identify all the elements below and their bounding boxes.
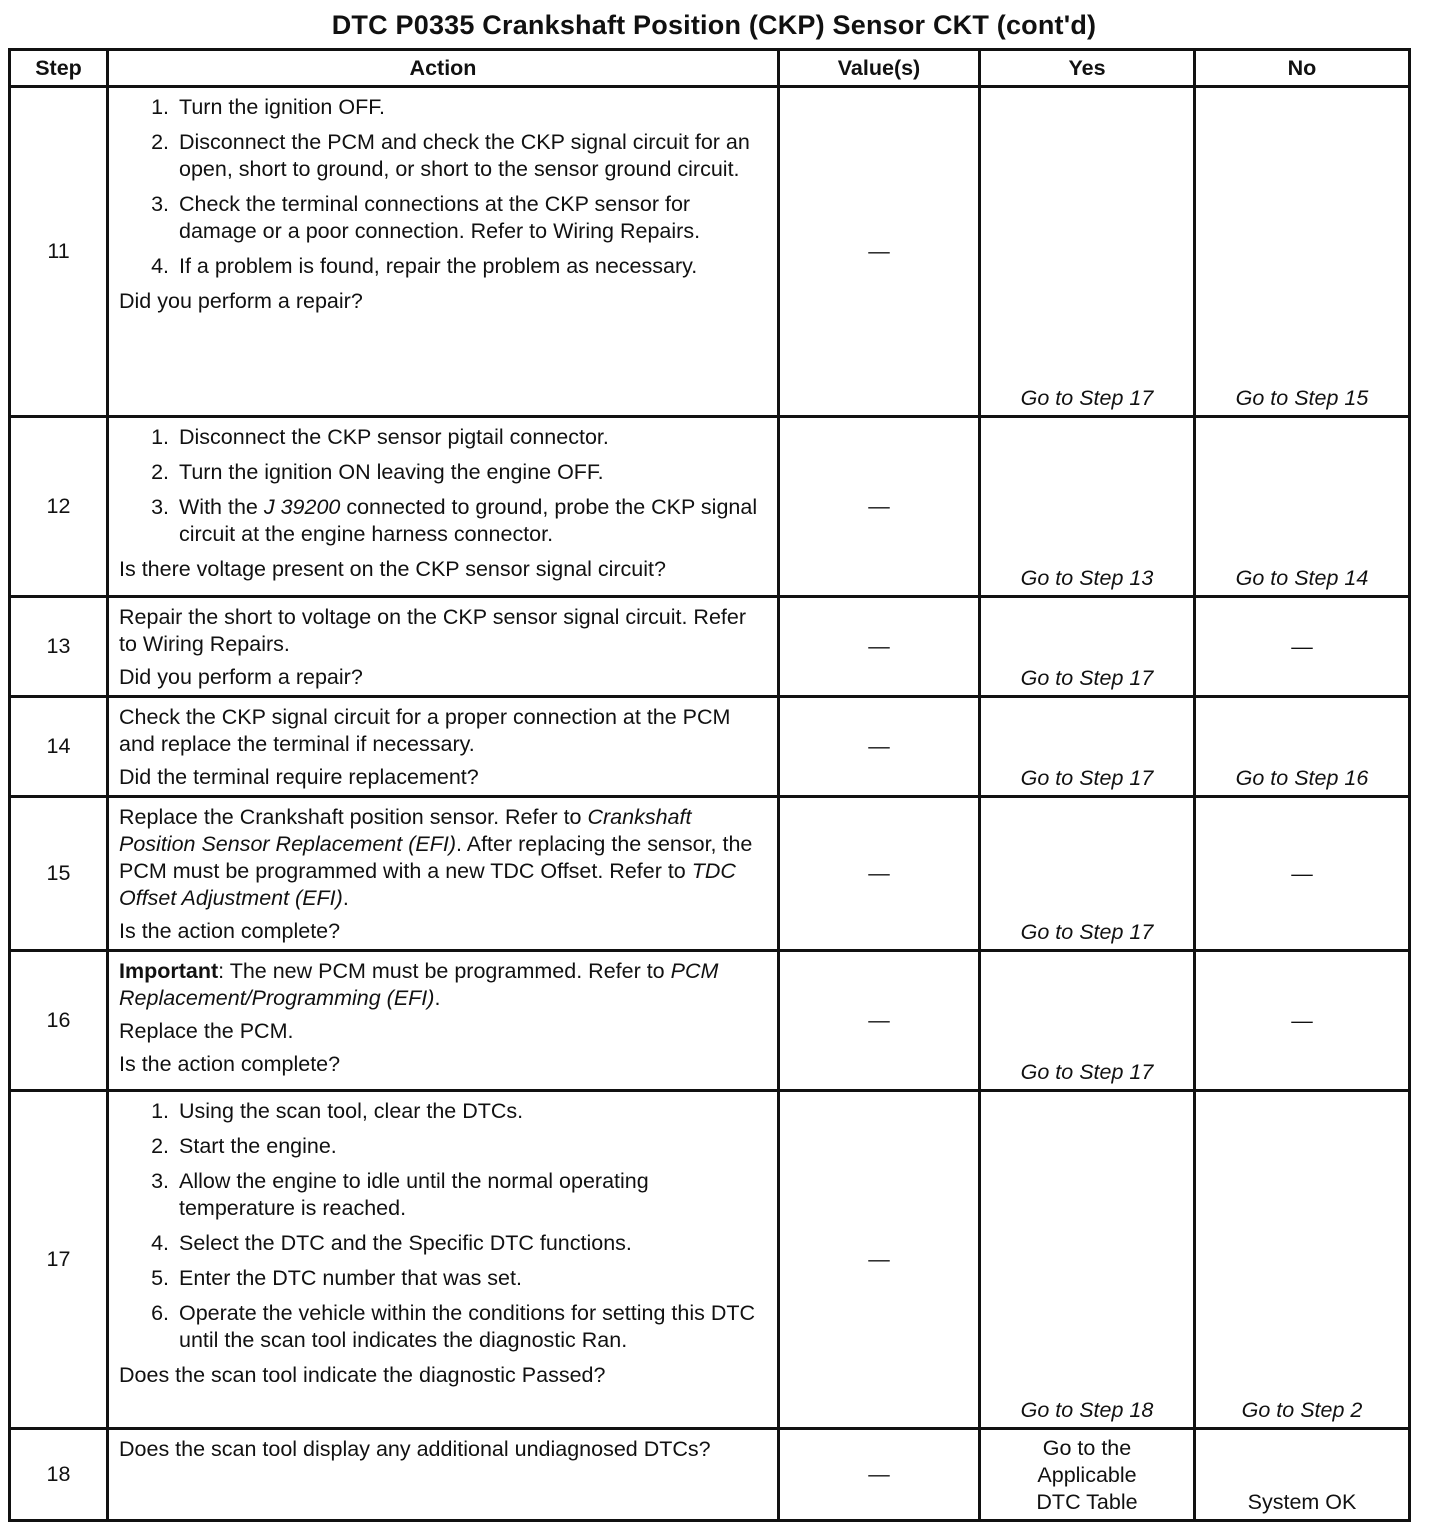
action-cell bbox=[108, 797, 779, 951]
action-steps-list bbox=[119, 424, 769, 548]
doc-reference: PCM Replacement/Programming (EFI) bbox=[119, 959, 719, 1010]
yes-goto-line: DTC Table bbox=[1036, 1490, 1138, 1514]
yes-goto: Go to Step 17 bbox=[1020, 920, 1154, 944]
action-text bbox=[119, 804, 769, 912]
header-values: Value(s) bbox=[779, 50, 980, 87]
question: Does the scan tool indicate the diagnostic Passed? bbox=[119, 1363, 606, 1387]
no-dash: — bbox=[1291, 861, 1313, 885]
value-cell: — bbox=[779, 597, 980, 697]
action-cell bbox=[108, 1429, 779, 1521]
doc-reference: Crankshaft Position Sensor Replacement (EFI) bbox=[119, 805, 692, 856]
list-item-text: With the bbox=[179, 495, 264, 519]
value-cell: — bbox=[779, 797, 980, 951]
list-item: 1. Turn the ignition OFF. bbox=[175, 94, 769, 121]
action-cell bbox=[108, 697, 779, 797]
important-label: Important bbox=[119, 959, 219, 983]
yes-goto: Go to Step 17 bbox=[1020, 766, 1154, 790]
yes-cell bbox=[980, 1429, 1195, 1521]
no-dash: — bbox=[1291, 1008, 1313, 1032]
action-cell bbox=[108, 87, 779, 417]
no-cell bbox=[1195, 1429, 1410, 1521]
yes-cell bbox=[980, 597, 1195, 697]
yes-cell bbox=[980, 797, 1195, 951]
step-number: 17 bbox=[10, 1091, 108, 1429]
question: Is there voltage present on the CKP sensor signal circuit? bbox=[119, 557, 666, 581]
action-text-part: . bbox=[342, 886, 349, 910]
no-dash: — bbox=[1291, 634, 1313, 658]
value-cell: — bbox=[779, 87, 980, 417]
question: Did you perform a repair? bbox=[119, 289, 363, 313]
action-cell bbox=[108, 417, 779, 597]
action-text-part: . After replacing the sensor, the PCM must be programmed with a new TDC Offset. Refer to bbox=[119, 832, 753, 883]
list-item: 2. Start the engine. bbox=[175, 1133, 769, 1160]
no-cell bbox=[1195, 87, 1410, 417]
list-item: 1. Using the scan tool, clear the DTCs. bbox=[175, 1098, 769, 1125]
table-row bbox=[10, 87, 1410, 417]
table-row bbox=[10, 417, 1410, 597]
header-step: Step bbox=[10, 50, 108, 87]
no-goto: Go to Step 16 bbox=[1235, 766, 1369, 790]
yes-cell bbox=[980, 1091, 1195, 1429]
yes-cell bbox=[980, 697, 1195, 797]
question: Did you perform a repair? bbox=[119, 665, 363, 689]
yes-goto: Go to Step 13 bbox=[1020, 566, 1154, 590]
header-action: Action bbox=[108, 50, 779, 87]
tool-reference: J 39200 bbox=[263, 495, 341, 519]
list-item: 2. Disconnect the PCM and check the CKP signal circuit for an open, short to ground, or short to the sensor ground circuit. bbox=[175, 129, 769, 183]
no-goto: Go to Step 14 bbox=[1235, 566, 1369, 590]
action-text: Repair the short to voltage on the CKP sensor signal circuit. Refer to Wiring Repairs. bbox=[119, 605, 747, 656]
diagnostic-table bbox=[8, 48, 1411, 1522]
no-cell bbox=[1195, 1091, 1410, 1429]
table-row bbox=[10, 697, 1410, 797]
value-cell: — bbox=[779, 1429, 980, 1521]
yes-cell bbox=[980, 951, 1195, 1091]
action-steps-list bbox=[119, 1098, 769, 1354]
value-cell: — bbox=[779, 951, 980, 1091]
list-item: 4. Select the DTC and the Specific DTC functions. bbox=[175, 1230, 769, 1257]
no-goto: Go to Step 15 bbox=[1235, 386, 1369, 410]
step-number: 14 bbox=[10, 697, 108, 797]
step-number: 12 bbox=[10, 417, 108, 597]
action-steps-list bbox=[119, 94, 769, 280]
list-item-text: connected to ground, probe the CKP signal circuit at the engine harness connector. bbox=[179, 495, 758, 546]
yes-goto: Go to Step 18 bbox=[1020, 1398, 1154, 1422]
step-number: 16 bbox=[10, 951, 108, 1091]
table-row bbox=[10, 1091, 1410, 1429]
value-cell: — bbox=[779, 417, 980, 597]
list-item: 3. Allow the engine to idle until the normal operating temperature is reached. bbox=[175, 1168, 769, 1222]
table-row bbox=[10, 597, 1410, 697]
yes-cell bbox=[980, 87, 1195, 417]
list-item: 6. Operate the vehicle within the conditions for setting this DTC until the scan tool indicates the diagnostic Ran. bbox=[175, 1300, 769, 1354]
yes-goto-line: Applicable bbox=[1037, 1463, 1137, 1487]
table-row bbox=[10, 951, 1410, 1091]
page-title: DTC P0335 Crankshaft Position (CKP) Sensor CKT (cont'd) bbox=[331, 10, 1097, 40]
yes-cell bbox=[980, 417, 1195, 597]
question: Is the action complete? bbox=[119, 919, 341, 943]
step-number: 18 bbox=[10, 1429, 108, 1521]
action-text: Check the CKP signal circuit for a proper connection at the PCM and replace the terminal if necessary. bbox=[119, 705, 731, 756]
step-number: 15 bbox=[10, 797, 108, 951]
list-item: 3. Check the terminal connections at the CKP sensor for damage or a poor connection. Refer to Wiring Repairs. bbox=[175, 191, 769, 245]
question: Is the action complete? bbox=[119, 1052, 341, 1076]
value-cell: — bbox=[779, 697, 980, 797]
list-item: 5. Enter the DTC number that was set. bbox=[175, 1265, 769, 1292]
no-cell bbox=[1195, 797, 1410, 951]
table-header-row bbox=[10, 50, 1410, 87]
list-item: 4. If a problem is found, repair the problem as necessary. bbox=[175, 253, 769, 280]
no-cell bbox=[1195, 951, 1410, 1091]
header-no: No bbox=[1195, 50, 1410, 87]
yes-goto-line: Go to the bbox=[1042, 1436, 1132, 1460]
yes-goto: Go to Step 17 bbox=[1020, 666, 1154, 690]
action-cell bbox=[108, 951, 779, 1091]
list-item: 1. Disconnect the CKP sensor pigtail connector. bbox=[175, 424, 769, 451]
yes-goto: Go to Step 17 bbox=[1020, 386, 1154, 410]
important-note bbox=[119, 958, 769, 1012]
question: Did the terminal require replacement? bbox=[119, 765, 479, 789]
no-cell bbox=[1195, 697, 1410, 797]
important-text: : The new PCM must be programmed. Refer to bbox=[218, 959, 671, 983]
action-cell bbox=[108, 1091, 779, 1429]
doc-reference: TDC Offset Adjustment (EFI) bbox=[119, 859, 736, 910]
yes-goto: Go to Step 17 bbox=[1020, 1060, 1154, 1084]
action-cell bbox=[108, 597, 779, 697]
action-text-part: Replace the Crankshaft position sensor. Refer to bbox=[119, 805, 588, 829]
step-number: 11 bbox=[10, 87, 108, 417]
step-number: 13 bbox=[10, 597, 108, 697]
action-text: Does the scan tool display any additional undiagnosed DTCs? bbox=[119, 1437, 711, 1461]
list-item bbox=[175, 494, 769, 548]
action-text: Replace the PCM. bbox=[119, 1019, 294, 1043]
important-text-end: . bbox=[434, 986, 441, 1010]
no-result: System OK bbox=[1247, 1490, 1357, 1514]
list-item: 2. Turn the ignition ON leaving the engine OFF. bbox=[175, 459, 769, 486]
yes-goto bbox=[981, 1435, 1193, 1516]
table-row bbox=[10, 797, 1410, 951]
no-goto: Go to Step 2 bbox=[1241, 1398, 1363, 1422]
header-yes: Yes bbox=[980, 50, 1195, 87]
no-cell bbox=[1195, 597, 1410, 697]
value-cell: — bbox=[779, 1091, 980, 1429]
table-row bbox=[10, 1429, 1410, 1521]
no-cell bbox=[1195, 417, 1410, 597]
